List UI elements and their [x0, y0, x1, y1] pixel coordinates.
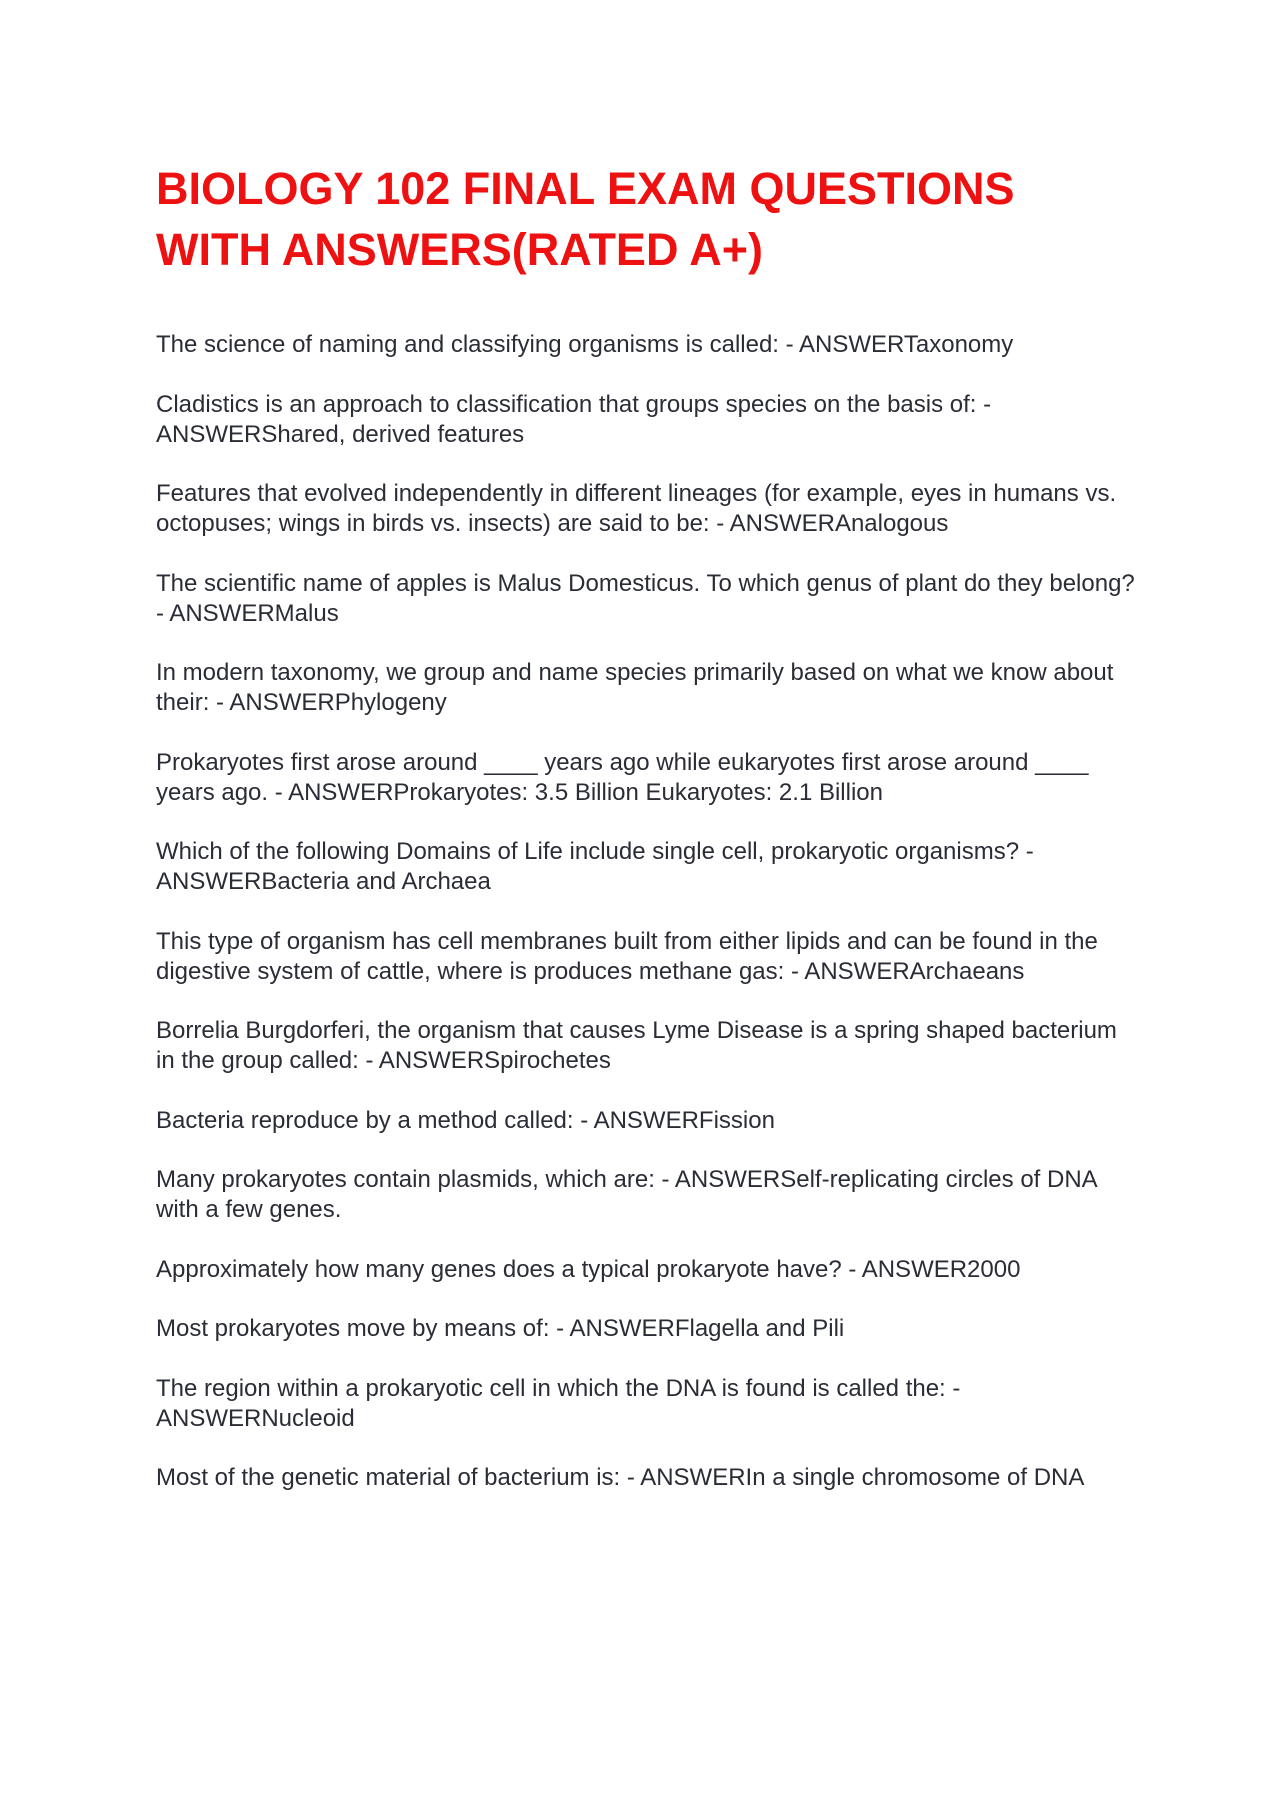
qa-item: Cladistics is an approach to classification that groups species on the basis of: - ANSWERShared, derived features [156, 390, 992, 448]
qa-item: Borrelia Burgdorferi, the organism that causes Lyme Disease is a spring shaped bacterium in the group called: - ANSWERSpirochetes [156, 1017, 1117, 1074]
qa-item: The scientific name of apples is Malus Domesticus. To which genus of plant do they belong? - ANSWERMalus [156, 569, 1135, 627]
qa-item: Most of the genetic material of bacterium is: - ANSWERIn a single chromosome of DNA [156, 1464, 1085, 1491]
qa-item: Many prokaryotes contain plasmids, which are: - ANSWERSelf-replicating circles of DNA with a few genes. [156, 1166, 1097, 1223]
document-title: BIOLOGY 102 FINAL EXAM QUESTIONS WITH ANSWERS(RATED A+) [156, 163, 1015, 275]
qa-item: The region within a prokaryotic cell in which the DNA is found is called the: - ANSWERNucleoid [156, 1374, 961, 1432]
qa-item: Most prokaryotes move by means of: - ANSWERFlagella and Pili [156, 1315, 845, 1342]
document-content [156, 158, 1136, 1523]
qa-item: In modern taxonomy, we group and name species primarily based on what we know about their: - ANSWERPhylogeny [156, 659, 1114, 716]
qa-list [156, 330, 1136, 1493]
qa-item: The science of naming and classifying organisms is called: - ANSWERTaxonomy [156, 331, 1014, 358]
qa-item: Features that evolved independently in different lineages (for example, eyes in humans vs. octopuses; wings in birds vs. insects) are said to be: - ANSWERAnalogous [156, 480, 1117, 537]
qa-item: Bacteria reproduce by a method called: - ANSWERFission [156, 1106, 775, 1134]
qa-item: This type of organism has cell membranes built from either lipids and can be found in the digestive system of cattle, where is produces methane gas: - ANSWERArchaeans [156, 927, 1098, 985]
qa-item: Which of the following Domains of Life include single cell, prokaryotic organisms? - ANSWERBacteria and Archaea [156, 838, 1034, 895]
qa-item: Prokaryotes first arose around ____ years ago while eukaryotes first arose around ____ years ago. - ANSWERProkaryotes: 3.5 Billion Eukaryotes: 2.1 Billion [156, 748, 1089, 806]
qa-item: Approximately how many genes does a typical prokaryote have? - ANSWER2000 [156, 1255, 1021, 1283]
